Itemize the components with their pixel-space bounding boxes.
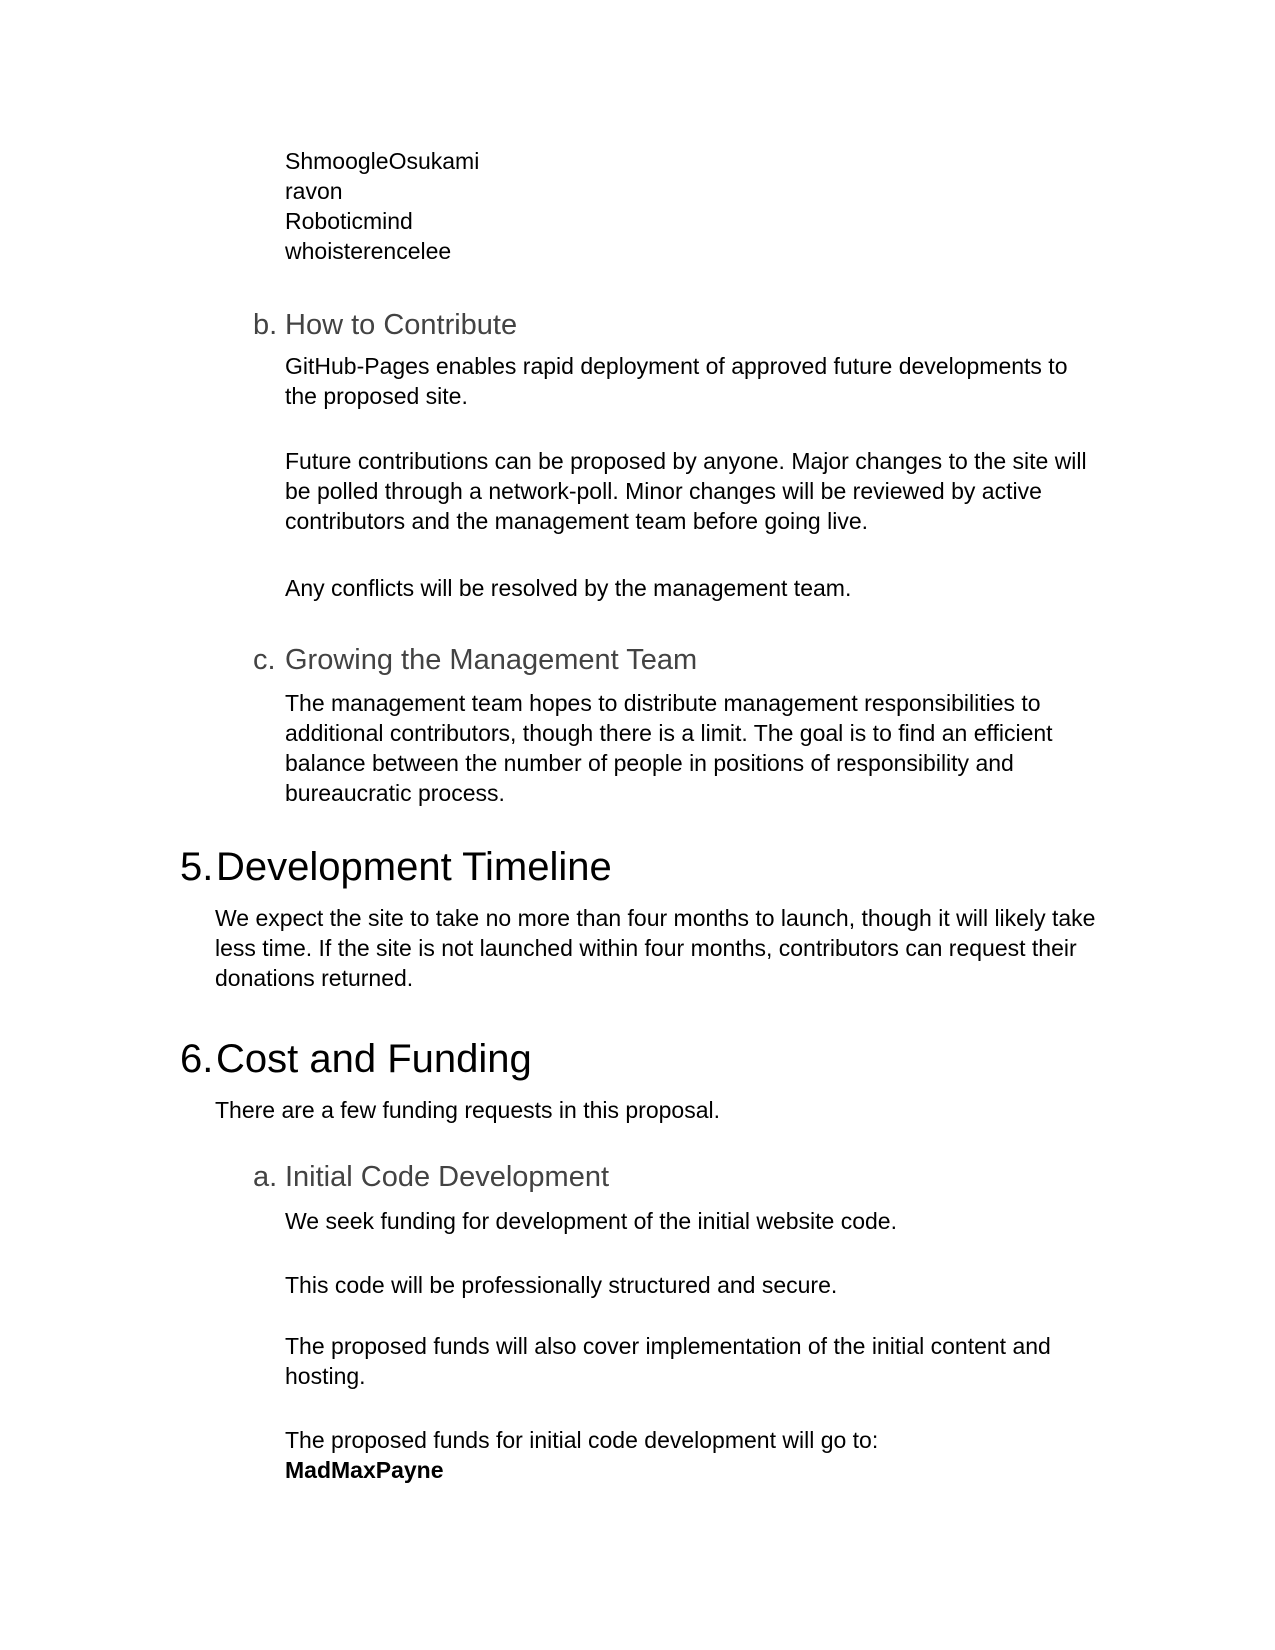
- paragraph: The proposed funds for initial code development will go to:: [285, 1427, 879, 1453]
- heading-title: Growing the Management Team: [285, 644, 698, 676]
- paragraph: Any conflicts will be resolved by the management team.: [285, 575, 852, 601]
- heading-prefix: c.: [253, 644, 276, 676]
- paragraph-funding-recipient: [285, 1425, 1100, 1485]
- heading-title: Development Timeline: [216, 845, 612, 889]
- paragraph: The proposed funds will also cover implementation of the initial content and hosting.: [285, 1333, 1051, 1389]
- heading-growing-the-management-team: [253, 640, 697, 680]
- contributor-list: [285, 146, 1100, 266]
- heading-development-timeline: [180, 841, 612, 893]
- paragraph: GitHub-Pages enables rapid deployment of approved future developments to the proposed site.: [285, 353, 1068, 409]
- heading-prefix: 5.: [180, 845, 214, 889]
- heading-prefix: b.: [253, 309, 278, 341]
- heading-title: Cost and Funding: [216, 1037, 532, 1081]
- heading-initial-code-development: [253, 1157, 609, 1197]
- contributor-name: ShmoogleOsukami: [285, 148, 480, 174]
- heading-title: How to Contribute: [285, 309, 518, 341]
- contributor-name: ravon: [285, 178, 343, 204]
- paragraph: Future contributions can be proposed by anyone. Major changes to the site will be polled through a network-poll. Minor changes will be reviewed by active contributors and the management team before going live.: [285, 448, 1087, 534]
- paragraph: The management team hopes to distribute management responsibilities to additional contributors, though there is a limit. The goal is to find an efficient balance between the number of people in positions of responsibility and bureaucratic process.: [285, 690, 1053, 806]
- contributor-name: Roboticmind: [285, 208, 413, 234]
- heading-prefix: a.: [253, 1161, 278, 1193]
- heading-prefix: 6.: [180, 1037, 214, 1081]
- paragraph: This code will be professionally structured and secure.: [285, 1272, 838, 1298]
- paragraph: We expect the site to take no more than four months to launch, though it will likely take less time. If the site is not launched within four months, contributors can request their donations returned.: [215, 905, 1096, 991]
- contributor-name: whoisterencelee: [285, 238, 452, 264]
- heading-cost-and-funding: [180, 1033, 532, 1085]
- heading-title: Initial Code Development: [285, 1161, 610, 1193]
- paragraph: We seek funding for development of the initial website code.: [285, 1208, 897, 1234]
- paragraph: There are a few funding requests in this proposal.: [215, 1097, 721, 1123]
- heading-how-to-contribute: [253, 305, 517, 345]
- funding-recipient-name: MadMaxPayne: [285, 1457, 444, 1483]
